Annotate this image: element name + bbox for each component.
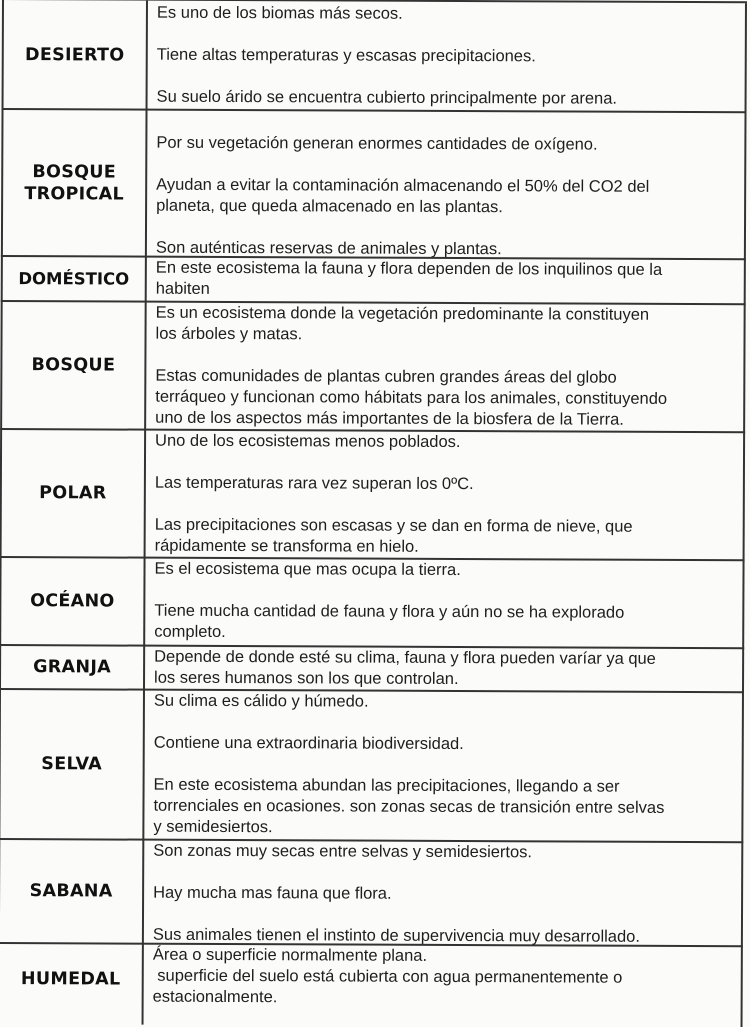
description-line: Hay mucha mas fauna que flora. <box>153 883 392 903</box>
ecosystem-name: SABANA <box>29 881 113 902</box>
ecosystem-description <box>157 3 741 111</box>
ecosystem-name: DOMÉSTICO <box>18 268 130 289</box>
ecosystem-description <box>154 559 738 646</box>
ecosystem-name: BOSQUE <box>31 355 116 376</box>
ecosystem-description <box>156 258 740 303</box>
description-line: Las precipitaciones son escasas y se dan en forma de nieve, que <box>154 515 633 536</box>
description-line: completo. <box>154 622 226 641</box>
table-row-humedal <box>0 942 743 1027</box>
description-line: los árboles y matas. <box>155 324 303 344</box>
description-line: Su clima es cálido y húmedo. <box>153 691 369 711</box>
table-row-bosque <box>0 300 746 431</box>
description-line: planeta, que queda almacenado en las plantas. <box>156 196 503 217</box>
description-line: En este ecosistema la fauna y flora dependen de los inquilinos que la <box>155 258 663 279</box>
description-line: Es un ecosistema donde la vegetación predominante la constituyen <box>155 303 650 324</box>
description-line: Contiene una extraordinaria biodiversidad. <box>153 733 464 754</box>
ecosystem-name: HUMEDAL <box>20 969 121 990</box>
description-line: habiten <box>155 279 210 298</box>
ecosystem-name: POLAR <box>39 483 107 504</box>
ecosystem-description <box>155 303 740 432</box>
description-line: Tiene mucha cantidad de fauna y flora y aún no se ha explorado <box>154 601 625 622</box>
table-row-selva <box>0 688 744 841</box>
description-line: rápidamente se transforma en hielo. <box>154 536 419 556</box>
description-line: Depende de donde esté su clima, fauna y flora pueden varíar ya que <box>154 647 656 668</box>
description-line: estacionalmente. <box>152 987 278 1007</box>
table-row-granja <box>0 644 744 691</box>
description-line: Son auténticas reservas de animales y plantas. <box>155 238 502 259</box>
table-row-sabana <box>0 838 743 945</box>
table-row-desierto <box>2 0 747 111</box>
description-line: Por su vegetación generan enormes cantidades de oxígeno. <box>156 133 598 154</box>
description-line: terráqueo y funcionan como hábitats para los animales, constituyendo <box>155 387 668 408</box>
description-line: Tiene altas temperaturas y escasas precipitaciones. <box>156 45 536 66</box>
description-line: superficie del suelo está cubierta con agua permanentemente o <box>152 966 623 987</box>
description-line: Uno de los ecosistemas menos poblados. <box>155 431 461 452</box>
description-line: Es uno de los biomas más secos. <box>156 3 403 23</box>
table-row-bosque-tropical <box>1 108 747 258</box>
description-line: Son zonas muy secas entre selvas y semidesiertos. <box>153 841 533 862</box>
description-line: Su suelo árido se encuentra cubierto principalmente por arena. <box>156 87 618 108</box>
table-row-domestico <box>1 255 746 303</box>
table-row-polar <box>0 428 745 559</box>
description-line: Estas comunidades de plantas cubren grandes áreas del globo <box>155 366 617 387</box>
description-line: torrenciales en ocasiones. son zonas secas de transición entre selvas <box>153 796 665 817</box>
ecosystem-name-line: TROPICAL <box>24 183 124 205</box>
ecosystem-name: SELVA <box>41 754 103 775</box>
description-line: Sus animales tienen el instinto de supervivencia muy desarrollado. <box>152 925 640 946</box>
ecosystem-description <box>153 945 737 1011</box>
ecosystem-description <box>154 647 738 692</box>
table-row-oceano <box>0 556 745 647</box>
description-line: y semidesiertos. <box>153 817 273 837</box>
ecosystem-description <box>153 691 738 841</box>
ecosystem-description <box>156 133 741 262</box>
ecosystem-name: GRANJA <box>33 657 112 678</box>
description-line: Es el ecosistema que mas ocupa la tierra. <box>154 559 461 580</box>
ecosystem-name: DESIERTO <box>24 45 125 66</box>
description-line: Área o superficie normalmente plana. <box>152 945 428 965</box>
ecosystem-description <box>153 841 737 949</box>
ecosystem-name-line: BOSQUE <box>32 161 117 183</box>
description-line: En este ecosistema abundan las precipitaciones, llegando a ser <box>153 775 620 796</box>
description-line: Ayudan a evitar la contaminación almacenando el 50% del CO2 del <box>156 175 650 196</box>
description-line: los seres humanos son los que controlan. <box>154 668 459 689</box>
ecosystem-name: OCÉANO <box>30 591 115 612</box>
ecosystem-description <box>155 431 740 560</box>
description-line: uno de los aspectos más importantes de la biosfera de la Tierra. <box>155 408 624 429</box>
ecosystem-name <box>1 110 148 256</box>
description-line: Las temperaturas rara vez superan los 0ºC. <box>154 473 474 494</box>
